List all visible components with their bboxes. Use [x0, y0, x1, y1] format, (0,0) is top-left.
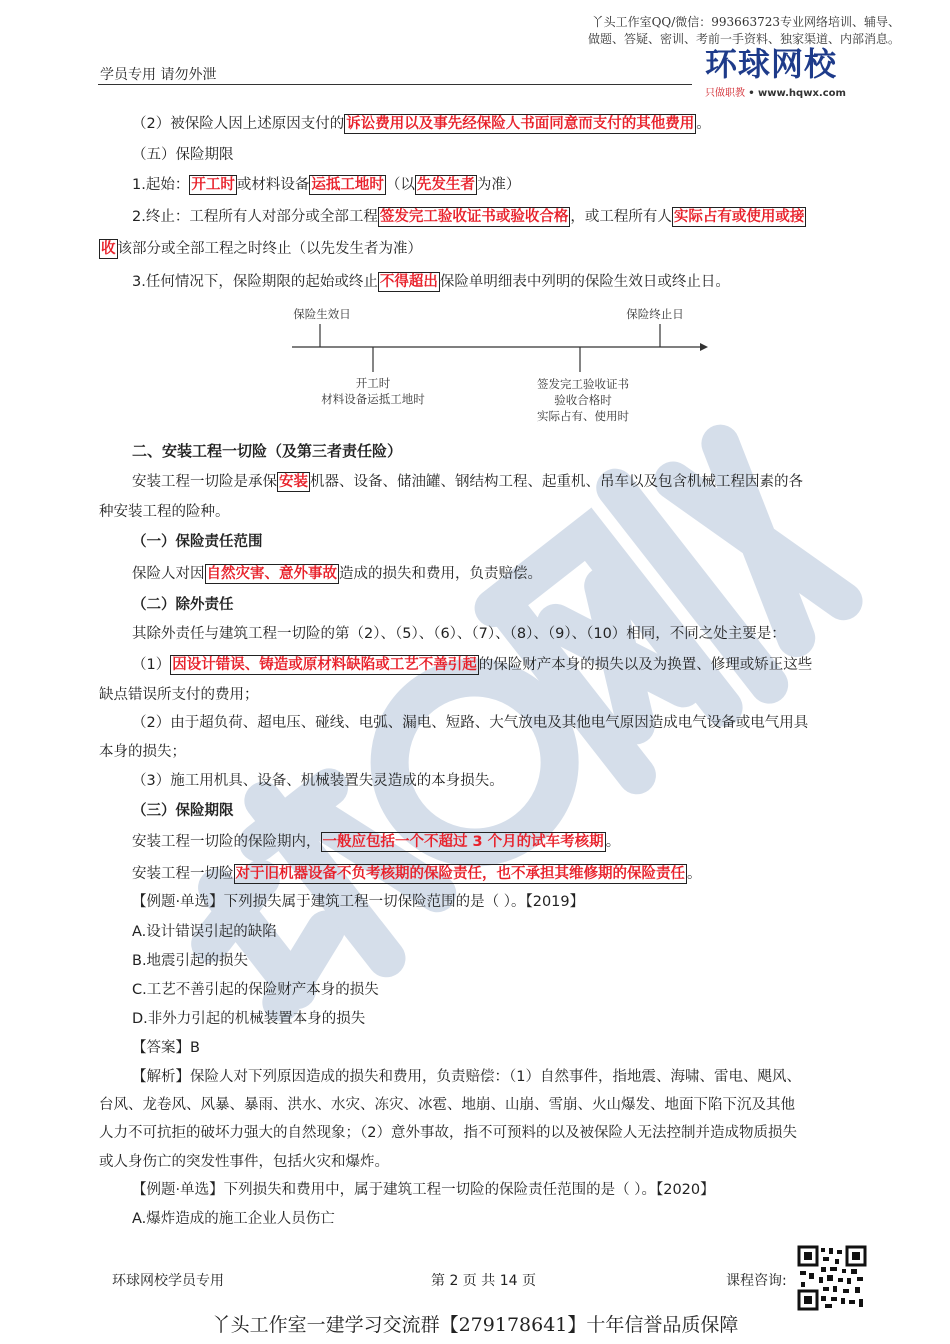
label-end-2: 验收合格时: [554, 393, 612, 407]
paragraph-line: 缺点错误所支付的费用；: [99, 687, 259, 703]
highlight-term: 先发生者: [416, 177, 475, 193]
highlight-term: 实际占有或使用或接: [673, 209, 805, 225]
highlight-term: 收: [101, 241, 116, 257]
paragraph-line: [132, 864, 702, 884]
highlight-term: 签发完工验收证书或验收合格: [379, 209, 569, 225]
section-heading: 二、安装工程一切险（及第三者责任险）: [132, 442, 403, 460]
highlight-term: 安装: [279, 474, 308, 490]
paragraph-line: [132, 564, 542, 584]
explanation-line: 台风、龙卷风、风暴、暴雨、洪水、水灾、冻灾、冰雹、地崩、山崩、雪崩、火山爆发、地面下陷下沉及其他: [99, 1097, 795, 1113]
paragraph-line: [132, 175, 520, 195]
label-start-1: 开工时: [355, 376, 391, 390]
qr-code-icon: [797, 1245, 867, 1311]
paragraph-line: 其除外责任与建筑工程一切险的第（2）、（5）、（6）、（7）、（8）、（9）、（10）相同，不同之处主要是：: [132, 626, 786, 642]
text-run: 1.起始：: [132, 177, 190, 193]
paragraph-line: 种安装工程的险种。: [99, 504, 230, 520]
question-option: D.非外力引起的机械装置本身的损失: [132, 1011, 366, 1027]
explanation-line: 人力不可抗拒的破坏力强大的自然现象；（2）意外事故，指不可预料的以及被保险人无法控制并造成物质损失: [99, 1125, 797, 1141]
timeline-arrow: [700, 343, 708, 351]
paragraph-line: （3）施工用机具、设备、机械装置失灵造成的本身损失。: [132, 773, 504, 789]
question-option: C.工艺不善引起的保险财产本身的损失: [132, 982, 379, 998]
text-run: 为准）: [476, 177, 521, 193]
highlight-term: 对于旧机器设备不负考核期的保险责任，也不承担其维修期的保险责任: [235, 866, 685, 882]
sub-heading: （五）保险期限: [132, 147, 234, 163]
text-run: （1）: [132, 657, 171, 673]
text-run: 或材料设备: [236, 177, 310, 193]
top-promo-note: [480, 14, 900, 48]
explanation-line: 【解析】保险人对下列原因造成的损失和费用，负责赔偿：（1）自然事件，指地震、海啸、雷电、飓风、: [132, 1069, 801, 1085]
hqwx-logo: [705, 46, 870, 102]
sub-heading: （一）保险责任范围: [132, 534, 263, 550]
paragraph-line: [99, 239, 422, 259]
question-option: B.地震引起的损失: [132, 953, 249, 969]
text-run: （2）被保险人因上述原因支付的: [132, 116, 345, 132]
highlight-term: 不得超出: [379, 274, 438, 290]
paragraph-line: [132, 114, 711, 134]
text-run: 安装工程一切险是承保: [132, 474, 277, 490]
text-run: 造成的损失和费用，负责赔偿。: [339, 566, 542, 582]
text-run: 保险单明细表中列明的保险生效日或终止日。: [439, 274, 730, 290]
label-effective-date: 保险生效日: [293, 307, 351, 321]
text-run: 机器、设备、储油罐、钢结构工程、起重机、吊车以及包含机械工程因素的各: [310, 474, 803, 490]
label-end-1: 签发完工验收证书: [537, 377, 629, 391]
paragraph-line: [132, 207, 806, 227]
label-start-2: 材料设备运抵工地时: [321, 392, 425, 406]
explanation-line: 或人身伤亡的突发性事件，包括火灾和爆炸。: [99, 1154, 389, 1170]
question-stem: 【例题·单选】下列损失和费用中，属于建筑工程一切险的保险责任范围的是（ ）。【2020】: [132, 1182, 715, 1198]
paragraph-line: [132, 655, 812, 675]
sub-heading: （三）保险期限: [132, 803, 234, 819]
header-divider: [98, 84, 692, 85]
text-run: 2.终止：工程所有人对部分或全部工程: [132, 209, 378, 225]
top-note-line-1: 丫头工作室QQ/微信：993663723专业网络培训、辅导、: [591, 15, 900, 29]
text-run: 。: [605, 834, 621, 850]
text-run: ，或工程所有人: [570, 209, 672, 225]
question-option: A.设计错误引起的缺陷: [132, 924, 277, 940]
question-stem: 【例题·单选】下列损失属于建筑工程一切保险范围的是（ ）。【2019】: [132, 894, 585, 910]
course-consult-label: 课程咨询:: [726, 1273, 787, 1289]
text-run: 保险人对因: [132, 566, 205, 582]
page-number: 第 2 页 共 14 页: [431, 1273, 536, 1289]
footer-left: 环球网校学员专用: [112, 1273, 224, 1289]
text-run: 。: [696, 116, 711, 132]
text-run: 安装工程一切险的保险期内，: [132, 834, 321, 850]
text-run: 3.任何情况下，保险期限的起始或终止: [132, 274, 378, 290]
question-option: A.爆炸造成的施工企业人员伤亡: [132, 1211, 335, 1227]
bottom-promo-banner: 丫头工作室一建学习交流群【279178641】十年信誉品质保障: [211, 1314, 739, 1336]
text-run: 。: [687, 866, 702, 882]
header-label: 学员专用 请勿外泄: [100, 67, 217, 83]
paragraph-line: 本身的损失；: [99, 744, 186, 760]
paragraph-line: [132, 832, 620, 852]
sub-heading: （二）除外责任: [132, 597, 234, 613]
text-run: 该部分或全部工程之时终止（以先发生者为准）: [117, 241, 422, 257]
top-note-line-2: 做题、答疑、密训、考前一手资料、独家渠道、内部消息。: [587, 32, 900, 46]
logo-slogan: 只做职教: [705, 88, 745, 99]
paragraph-line: [132, 272, 730, 292]
answer: 【答案】B: [132, 1040, 200, 1056]
label-expiry-date: 保险终止日: [626, 307, 684, 321]
paragraph-line: （2）由于超负荷、超电压、碰线、电弧、漏电、短路、大气放电及其他电气原因造成电气设备或电气用具: [132, 715, 809, 731]
highlight-term: 自然灾害、意外事故: [206, 566, 337, 582]
highlight-term: 运抵工地时: [311, 177, 384, 193]
highlight-term: 开工时: [191, 177, 235, 193]
logo-url: • www.hqwx.com: [748, 88, 846, 99]
logo-text: 环球网校: [705, 45, 838, 83]
text-run: 安装工程一切险: [132, 866, 234, 882]
text-run: （以: [385, 177, 415, 193]
label-end-3: 实际占有、使用时: [537, 409, 629, 423]
highlight-term: 一般应包括一个不超过 3 个月的试车考核期: [322, 834, 604, 850]
text-run: 的保险财产本身的损失以及为换置、修理或矫正这些: [478, 657, 813, 673]
paragraph-line: [132, 472, 803, 492]
highlight-term: 因设计错误、铸造或原材料缺陷或工艺不善引起: [172, 657, 477, 673]
logo-subtitle: [705, 84, 870, 99]
insurance-period-timeline: [280, 302, 720, 432]
highlight-term: 诉讼费用以及事先经保险人书面同意而支付的其他费用: [346, 116, 695, 132]
